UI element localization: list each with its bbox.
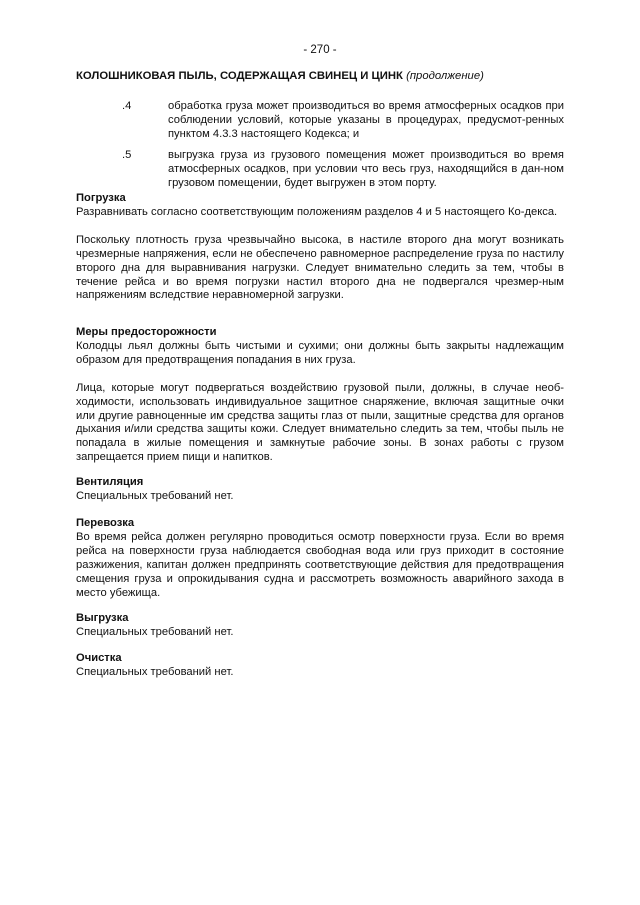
section-paragraph: Во время рейса должен регулярно проводиться осмотр поверхности груза. Если во время рейса на поверхности груза наблюдается свободная вода или груз приходит в состояние разжижения, капитан должен предпринять соответствующие действия для предотвращения смещения груза и опрокидывания судна и рассмотреть возможность аварийного захода в место убежища. bbox=[76, 530, 564, 599]
section-paragraph: Лица, которые могут подвергаться воздействию грузовой пыли, должны, в случае необ-ходимости, использовать индивидуальное защитное снаряжение, включая защитные очки или другие равноценные им средства защиты глаз от пыли, защитные средства для органов дыхания и/или средства защиты кожи. Следует внимательно следить за тем, чтобы пыль не попадала в жилые помещения и замкнутые рабочие зоны. В зонах работы с грузом запрещается прием пищи и напитков. bbox=[76, 381, 564, 464]
list-item-text: выгрузка груза из грузового помещения может производиться во время атмосферных осадков, при условии что весь груз, находящийся в дан-ном грузовом помещении, будет выгружен в этом порту. bbox=[168, 149, 564, 189]
section-heading: Очистка bbox=[76, 652, 122, 664]
section-ventilation bbox=[76, 476, 564, 504]
section-heading: Выгрузка bbox=[76, 612, 129, 624]
title-main: КОЛОШНИКОВАЯ ПЫЛЬ, СОДЕРЖАЩАЯ СВИНЕЦ И ЦИНК bbox=[76, 70, 403, 82]
section-paragraph: Поскольку плотность груза чрезвычайно высока, в настиле второго дна могут возникать чрезмерные напряжения, если не обеспечено равномерное распределение груза по настилу второго дна для выравнивания нагрузки. Следует внимательно следить за тем, чтобы в течение рейса и во время погрузки настил второго дна не подвергался чрезмер-ным напряжениям вследствие неравномерной загрузки. bbox=[76, 233, 564, 302]
section-loading bbox=[76, 192, 564, 303]
list-item-text: обработка груза может производиться во время атмосферных осадков при соблюдении условий, которые указаны в процедурах, предусмот-ренных пунктом 4.3.3 настоящего Кодекса; и bbox=[168, 100, 564, 140]
list-item-number: .4 bbox=[122, 100, 132, 112]
section-heading: Вентиляция bbox=[76, 476, 144, 488]
section-paragraph: Специальных требований нет. bbox=[76, 665, 234, 678]
section-paragraph: Специальных требований нет. bbox=[76, 489, 234, 502]
section-clean-up bbox=[76, 652, 564, 680]
section-heading: Меры предосторожности bbox=[76, 326, 217, 338]
section-discharge bbox=[76, 612, 564, 640]
page-number: - 270 - bbox=[303, 44, 337, 56]
section-paragraph: Разравнивать согласно соответствующим положениям разделов 4 и 5 настоящего Ко-декса. bbox=[76, 205, 558, 218]
section-paragraph: Специальных требований нет. bbox=[76, 625, 234, 638]
document-title bbox=[76, 70, 576, 84]
list-item-number: .5 bbox=[122, 149, 132, 161]
section-heading: Погрузка bbox=[76, 192, 126, 204]
section-heading: Перевозка bbox=[76, 517, 135, 529]
title-continuation: (продолжение) bbox=[406, 70, 484, 82]
section-carriage bbox=[76, 517, 564, 600]
section-precautions bbox=[76, 326, 564, 465]
section-paragraph: Колодцы льял должны быть чистыми и сухими; они должны быть закрыты надлежащим образом для предотвращения попадания в них груза. bbox=[76, 339, 564, 366]
